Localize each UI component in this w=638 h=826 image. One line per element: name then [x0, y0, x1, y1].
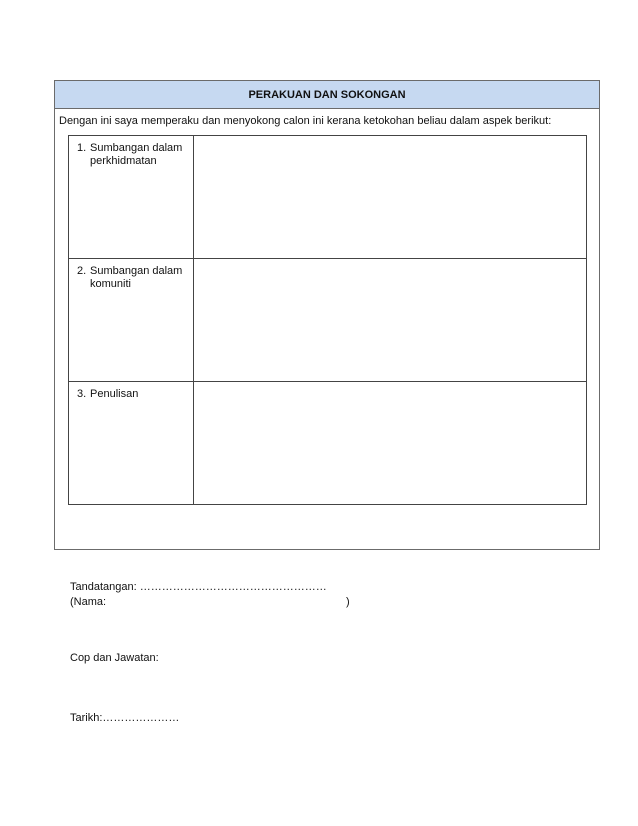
aspect-label-cell — [69, 259, 194, 382]
aspect-row-service — [69, 136, 587, 259]
aspect-number: 2. — [77, 265, 87, 277]
intro-text: Dengan ini saya memperaku dan menyokong calon ini kerana ketokohan beliau dalam aspek berikut: — [59, 115, 552, 127]
aspect-label: Penulisan — [90, 388, 139, 400]
aspect-answer-field-writing[interactable] — [194, 382, 587, 505]
aspect-label-cell — [69, 136, 194, 259]
aspect-label: Sumbangan dalam komuniti — [90, 265, 183, 290]
signature-line[interactable]: Tandatangan: …………………………………………… — [70, 581, 327, 593]
name-close-paren: ) — [346, 596, 350, 608]
aspect-answer-field-community[interactable] — [194, 259, 587, 382]
aspect-answer-field-service[interactable] — [194, 136, 587, 259]
form-title: PERAKUAN DAN SOKONGAN — [55, 81, 599, 109]
date-line[interactable]: Tarikh:………………… — [70, 712, 180, 724]
aspect-row-community — [69, 259, 587, 382]
aspects-table — [68, 135, 587, 505]
aspect-number: 1. — [77, 142, 87, 154]
name-label: (Nama: — [70, 596, 107, 608]
stamp-position-line[interactable]: Cop dan Jawatan: — [70, 652, 159, 664]
recommendation-form — [54, 80, 600, 550]
name-line[interactable] — [70, 595, 360, 610]
signature-section — [70, 580, 360, 610]
aspect-number: 3. — [77, 388, 87, 400]
aspect-row-writing — [69, 382, 587, 505]
aspect-label-cell — [69, 382, 194, 505]
aspect-label: Sumbangan dalam perkhidmatan — [90, 142, 183, 167]
